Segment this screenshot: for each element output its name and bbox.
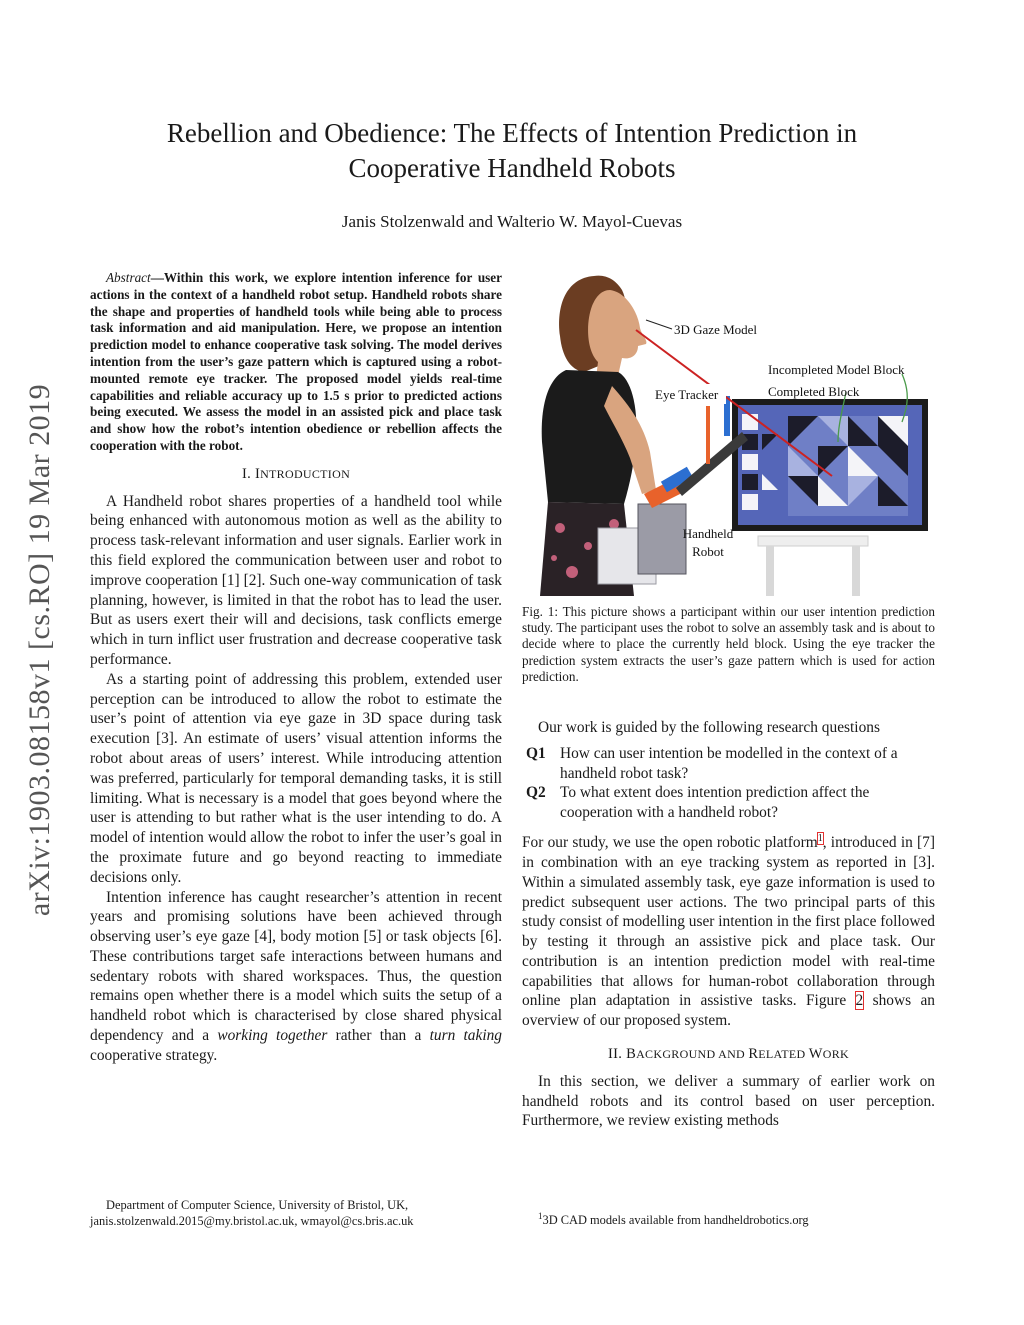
stand-leg-left	[766, 546, 774, 596]
intro-paragraph-2: As a starting point of addressing this problem, extended user perception can be introduced to allow the robot to estimate the user’s point of attention via eye gaze in 3D space during task execution [3]. An estimate of users’ visual attention informs the robot about areas of users’ interest. While introducing attention was preferred, particularly for temporal demanding tasks, it is still limiting. What is necessary is a model that goes beyond where the user is attending to but rather what is the user intending to do. A model of intention would allow the robot to infer the user’s goal in the proximate future and go beyond reacting to immediate decisions only.	[90, 670, 502, 886]
monitor-stand-top	[758, 536, 868, 546]
section-rest: NTRODUCTION	[260, 466, 351, 481]
question-label: Q1	[526, 744, 546, 762]
section-initial: I	[254, 465, 261, 482]
section-heading-background	[522, 1045, 935, 1065]
robot-label: Robot	[692, 544, 724, 559]
abstract-text: Within this work, we explore intention inference for user actions in the context of a handheld robot setup. Handheld robots share the shape and properties of handheld tools while being able to process task information and aid manipulation. Here, we propose an intention prediction model to enhance cooperative task solving. The model derives intention from the user’s gaze pattern which is captured using a robot-mounted remote eye tracker. The proposed model yields real-time capabilities and reliable accuracy up to 1.5 s prior to predicted actions being executed. We assess the model in an assisted pick and place task and show how the robot’s intention obedience or rebellion affects the cooperation with the robot.	[90, 270, 502, 453]
incompleted-block-label: Incompleted Model Block	[768, 362, 905, 377]
study-text-c: shows an overview of our proposed system.	[522, 992, 935, 1030]
paper-title	[100, 116, 924, 186]
intro-paragraph-3	[90, 888, 502, 1066]
footnote-text: 3D CAD models available from handheldrobotics.org	[542, 1213, 809, 1228]
intro-p3-text-c: cooperative strategy.	[90, 1046, 218, 1064]
left-column	[90, 270, 502, 1066]
background-paragraph-1: In this section, we deliver a summary of earlier work on handheld robots and its control based on user perception. Furthermore, we review existing methods	[522, 1072, 935, 1130]
gaze-model-label: 3D Gaze Model	[674, 322, 758, 337]
footnote-mark: 1	[538, 1211, 543, 1221]
study-text-a: For our study, we use the open robotic platform	[522, 834, 818, 852]
research-question-1	[522, 744, 935, 784]
intro-p3-text-a: Intention inference has caught researcher’s attention in recent years and promising solutions have been achieved through observing user’s eye gaze [4], body motion [5] or task objects [6]. These contributions target safe interactions between humans and sedentary robots with shared workspaces. Thus, the question remains open whether there is a model which suits the setup of a handheld robot which is characterised by close shared physical dependency and a	[90, 888, 502, 1045]
figure-1	[526, 266, 936, 596]
section-rest-w: ORK	[822, 1047, 849, 1062]
affiliation-footnote	[90, 1198, 502, 1229]
arxiv-identifier: arXiv:1903.08158v1 [cs.RO] 19 Mar 2019	[23, 383, 56, 917]
intro-p3-emphasis-1: working together	[217, 1027, 328, 1045]
assembly-grid	[788, 416, 908, 516]
question-label: Q2	[526, 784, 546, 802]
question-text: To what extent does intention prediction affect the cooperation with a handheld robot?	[560, 784, 870, 822]
section-numeral: I.	[241, 465, 255, 482]
section-heading-introduction	[90, 465, 502, 485]
section-rest-r: ELATED	[758, 1047, 809, 1062]
section-rest-b: ACKGROUND AND	[636, 1047, 749, 1062]
title-line-2: Cooperative Handheld Robots	[348, 153, 676, 183]
title-line-1: Rebellion and Obedience: The Effects of Intention Prediction in	[166, 118, 858, 148]
section-numeral: II.	[608, 1046, 627, 1063]
section-initial-b: B	[626, 1046, 637, 1063]
right-column	[522, 718, 935, 1131]
intro-paragraph-1: A Handheld robot shares properties of a handheld tool while being enhanced with autonomous motion as well as the ability to process task-relevant information and user signals. Earlier work in this field explored the communication between user and robot to improve cooperation [1] [2]. Such one-way communication of task planning, however, is limited in that the robot has to lead the user. But as users exert their will and decisions, task conflicts emerge which in turn inflict user frustration and decrease cooperative task performance.	[90, 492, 502, 668]
section-initial-r: R	[748, 1046, 759, 1063]
study-text-b: , introduced in [7] in combination with an eye tracking system as reported in [3]. Within a simulated assembly task, eye gaze information is used to predict subsequent user actions. The two principal parts of this study consist of modelling user intention in the first place followed by testing it through an assistive pick and place task. Our contribution is an intention prediction model with real-time capabilities that allows for human-robot collaboration through online plan adaptation in assistive tasks. Figure	[522, 834, 935, 1010]
paper-authors: Janis Stolzenwald and Walterio W. Mayol-Cuevas	[341, 212, 683, 231]
arxiv-sidebar	[14, 330, 66, 970]
figure-1-illustration	[526, 266, 936, 596]
abstract-label: Abstract	[106, 270, 151, 285]
figure-1-caption: Fig. 1: This picture shows a participant within our user intention prediction study. The participant uses the robot to solve an assembly task and is about to decide where to place the currently held block. Using the eye tracker the prediction system extracts the user’s gaze pattern which is used for action prediction.	[522, 604, 935, 684]
cad-footnote	[538, 1211, 809, 1228]
research-questions	[522, 744, 935, 823]
email-line: janis.stolzenwald.2015@my.bristol.ac.uk, wmayol@cs.bris.ac.uk	[90, 1213, 414, 1228]
abstract	[90, 270, 502, 455]
figure-2-link[interactable]: 2	[855, 992, 864, 1010]
handheld-label: Handheld	[682, 526, 734, 541]
question-text: How can user intention be modelled in the context of a handheld robot task?	[560, 744, 898, 782]
completed-block-label: Completed Block	[768, 384, 860, 399]
research-questions-intro: Our work is guided by the following research questions	[538, 719, 880, 736]
affiliation-line: Department of Computer Science, University of Bristol, UK,	[106, 1198, 409, 1212]
eye-tracker-label: Eye Tracker	[655, 387, 719, 402]
research-question-2	[522, 783, 935, 823]
abstract-dash: —	[150, 270, 164, 285]
section-initial-w: W	[808, 1046, 823, 1063]
footnote-link-1[interactable]: 1	[817, 832, 823, 844]
stand-leg-right	[852, 546, 860, 596]
study-paragraph	[522, 829, 935, 1031]
intro-p3-text-b: rather than a	[327, 1027, 430, 1045]
intro-p3-emphasis-2: turn taking	[429, 1027, 502, 1045]
